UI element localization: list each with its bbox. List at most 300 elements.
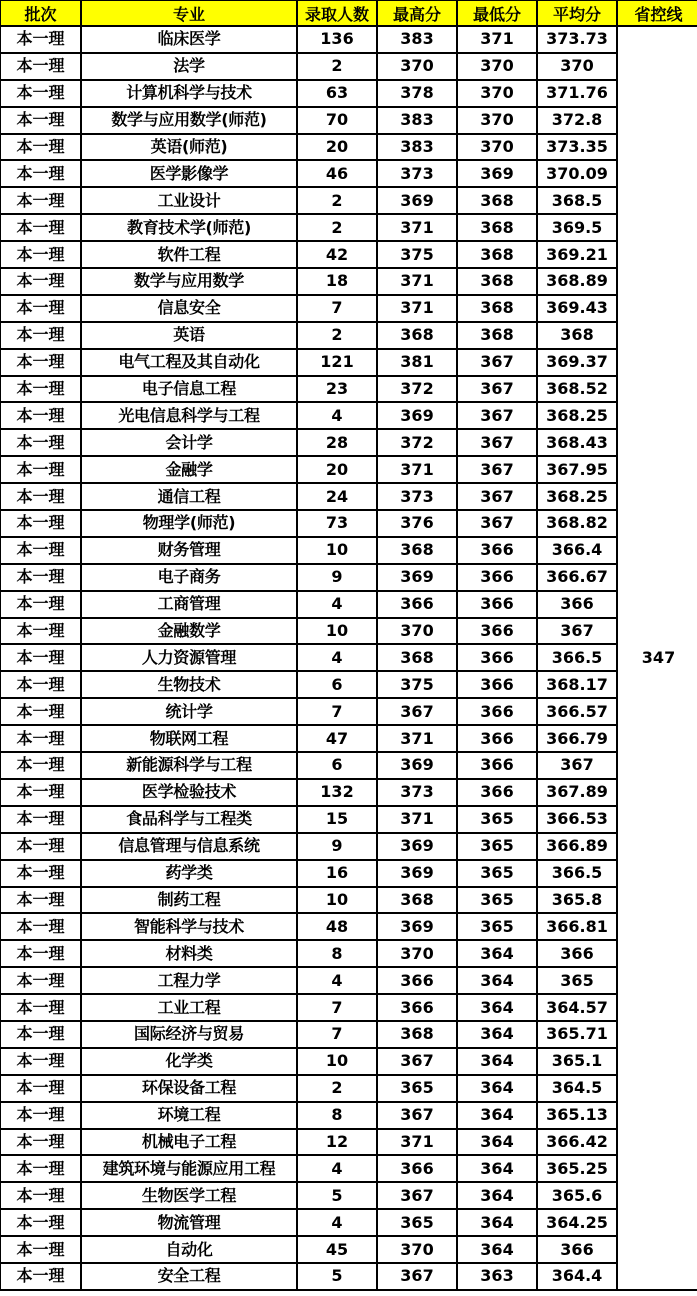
- header-batch: 批次: [0, 0, 81, 26]
- cell-min-score: 364: [457, 967, 537, 994]
- cell-min-score: 371: [457, 26, 537, 53]
- cell-batch: 本一理: [0, 1048, 81, 1075]
- table-row: [0, 160, 697, 187]
- cell-min-score: 364: [457, 1155, 537, 1182]
- cell-major: 电气工程及其自动化: [81, 349, 297, 376]
- cell-major: 光电信息科学与工程: [81, 402, 297, 429]
- table-row: [0, 887, 697, 914]
- cell-min-score: 369: [457, 160, 537, 187]
- cell-batch: 本一理: [0, 268, 81, 295]
- cell-max-score: 381: [377, 349, 457, 376]
- cell-major: 化学类: [81, 1048, 297, 1075]
- cell-batch: 本一理: [0, 26, 81, 53]
- cell-major: 机械电子工程: [81, 1129, 297, 1156]
- cell-avg-score: 368.17: [537, 671, 617, 698]
- cell-count: 7: [297, 698, 377, 725]
- cell-min-score: 364: [457, 1209, 537, 1236]
- cell-max-score: 369: [377, 564, 457, 591]
- cell-batch: 本一理: [0, 510, 81, 537]
- cell-count: 9: [297, 564, 377, 591]
- cell-min-score: 364: [457, 1048, 537, 1075]
- cell-max-score: 371: [377, 806, 457, 833]
- cell-count: 10: [297, 887, 377, 914]
- cell-max-score: 368: [377, 1021, 457, 1048]
- cell-avg-score: 373.35: [537, 134, 617, 161]
- cell-min-score: 367: [457, 402, 537, 429]
- cell-avg-score: 373.73: [537, 26, 617, 53]
- cell-min-score: 364: [457, 994, 537, 1021]
- cell-max-score: 373: [377, 160, 457, 187]
- cell-count: 28: [297, 429, 377, 456]
- cell-major: 计算机科学与技术: [81, 80, 297, 107]
- cell-avg-score: 366: [537, 591, 617, 618]
- cell-major: 药学类: [81, 860, 297, 887]
- cell-min-score: 364: [457, 1236, 537, 1263]
- cell-min-score: 368: [457, 241, 537, 268]
- cell-max-score: 365: [377, 1075, 457, 1102]
- cell-avg-score: 370: [537, 53, 617, 80]
- cell-min-score: 364: [457, 1182, 537, 1209]
- cell-min-score: 366: [457, 591, 537, 618]
- cell-count: 42: [297, 241, 377, 268]
- cell-batch: 本一理: [0, 322, 81, 349]
- cell-count: 24: [297, 483, 377, 510]
- cell-avg-score: 369.5: [537, 214, 617, 241]
- table-row: [0, 1209, 697, 1236]
- table-row: [0, 940, 697, 967]
- cell-batch: 本一理: [0, 80, 81, 107]
- cell-min-score: 367: [457, 349, 537, 376]
- cell-max-score: 367: [377, 1182, 457, 1209]
- header-count: 录取人数: [297, 0, 377, 26]
- cell-major: 工程力学: [81, 967, 297, 994]
- cell-batch: 本一理: [0, 698, 81, 725]
- cell-batch: 本一理: [0, 940, 81, 967]
- cell-max-score: 383: [377, 134, 457, 161]
- cell-major: 物联网工程: [81, 725, 297, 752]
- cell-max-score: 369: [377, 833, 457, 860]
- cell-max-score: 372: [377, 376, 457, 403]
- cell-count: 4: [297, 1155, 377, 1182]
- cell-min-score: 368: [457, 214, 537, 241]
- cell-batch: 本一理: [0, 483, 81, 510]
- cell-avg-score: 368.5: [537, 187, 617, 214]
- cell-max-score: 371: [377, 295, 457, 322]
- cell-max-score: 371: [377, 456, 457, 483]
- cell-count: 10: [297, 537, 377, 564]
- cell-avg-score: 367.95: [537, 456, 617, 483]
- cell-avg-score: 366.89: [537, 833, 617, 860]
- cell-min-score: 370: [457, 53, 537, 80]
- cell-avg-score: 364.25: [537, 1209, 617, 1236]
- cell-batch: 本一理: [0, 913, 81, 940]
- cell-max-score: 368: [377, 644, 457, 671]
- cell-min-score: 367: [457, 510, 537, 537]
- table-row: [0, 994, 697, 1021]
- table-row: [0, 26, 697, 53]
- table-row: [0, 1236, 697, 1263]
- cell-max-score: 375: [377, 241, 457, 268]
- cell-max-score: 368: [377, 887, 457, 914]
- cell-major: 食品科学与工程类: [81, 806, 297, 833]
- table-row: [0, 483, 697, 510]
- cell-min-score: 363: [457, 1263, 537, 1290]
- cell-major: 信息管理与信息系统: [81, 833, 297, 860]
- cell-major: 工业设计: [81, 187, 297, 214]
- cell-major: 工业工程: [81, 994, 297, 1021]
- cell-max-score: 369: [377, 402, 457, 429]
- cell-max-score: 375: [377, 671, 457, 698]
- cell-batch: 本一理: [0, 564, 81, 591]
- table-row: [0, 1075, 697, 1102]
- cell-max-score: 367: [377, 1263, 457, 1290]
- cell-batch: 本一理: [0, 1155, 81, 1182]
- table-row: [0, 214, 697, 241]
- cell-avg-score: 366: [537, 1236, 617, 1263]
- cell-avg-score: 365.8: [537, 887, 617, 914]
- table-row: [0, 537, 697, 564]
- cell-max-score: 367: [377, 1102, 457, 1129]
- cell-count: 20: [297, 456, 377, 483]
- cell-major: 物流管理: [81, 1209, 297, 1236]
- cell-avg-score: 366.81: [537, 913, 617, 940]
- cell-count: 47: [297, 725, 377, 752]
- cell-batch: 本一理: [0, 134, 81, 161]
- cell-count: 4: [297, 1209, 377, 1236]
- cell-count: 7: [297, 295, 377, 322]
- cell-max-score: 378: [377, 80, 457, 107]
- cell-count: 8: [297, 1102, 377, 1129]
- cell-major: 医学检验技术: [81, 779, 297, 806]
- cell-major: 医学影像学: [81, 160, 297, 187]
- table-row: [0, 967, 697, 994]
- cell-control-line: 347: [617, 26, 697, 1290]
- cell-major: 安全工程: [81, 1263, 297, 1290]
- table-row: [0, 322, 697, 349]
- table-row: [0, 1155, 697, 1182]
- cell-batch: 本一理: [0, 1129, 81, 1156]
- cell-major: 统计学: [81, 698, 297, 725]
- cell-max-score: 366: [377, 1155, 457, 1182]
- cell-major: 自动化: [81, 1236, 297, 1263]
- table-row: [0, 349, 697, 376]
- cell-count: 4: [297, 967, 377, 994]
- cell-count: 8: [297, 940, 377, 967]
- cell-max-score: 366: [377, 967, 457, 994]
- cell-min-score: 366: [457, 752, 537, 779]
- table-row: [0, 1048, 697, 1075]
- cell-count: 18: [297, 268, 377, 295]
- cell-count: 4: [297, 591, 377, 618]
- cell-max-score: 368: [377, 322, 457, 349]
- cell-max-score: 371: [377, 268, 457, 295]
- cell-avg-score: 364.4: [537, 1263, 617, 1290]
- cell-min-score: 366: [457, 725, 537, 752]
- cell-avg-score: 364.57: [537, 994, 617, 1021]
- cell-major: 智能科学与技术: [81, 913, 297, 940]
- cell-avg-score: 364.5: [537, 1075, 617, 1102]
- cell-major: 财务管理: [81, 537, 297, 564]
- cell-max-score: 370: [377, 1236, 457, 1263]
- cell-major: 临床医学: [81, 26, 297, 53]
- cell-avg-score: 365.1: [537, 1048, 617, 1075]
- cell-major: 数学与应用数学: [81, 268, 297, 295]
- cell-max-score: 370: [377, 53, 457, 80]
- table-row: [0, 644, 697, 671]
- cell-min-score: 367: [457, 456, 537, 483]
- cell-min-score: 366: [457, 537, 537, 564]
- table-row: [0, 402, 697, 429]
- cell-min-score: 366: [457, 618, 537, 645]
- cell-batch: 本一理: [0, 456, 81, 483]
- cell-count: 70: [297, 107, 377, 134]
- cell-min-score: 366: [457, 644, 537, 671]
- header-row: [0, 0, 697, 26]
- cell-avg-score: 365.71: [537, 1021, 617, 1048]
- cell-batch: 本一理: [0, 887, 81, 914]
- cell-min-score: 364: [457, 1021, 537, 1048]
- cell-count: 63: [297, 80, 377, 107]
- header-min-score: 最低分: [457, 0, 537, 26]
- cell-min-score: 370: [457, 134, 537, 161]
- table-row: [0, 860, 697, 887]
- table-row: [0, 564, 697, 591]
- cell-avg-score: 366.79: [537, 725, 617, 752]
- cell-batch: 本一理: [0, 994, 81, 1021]
- cell-avg-score: 368.25: [537, 402, 617, 429]
- header-major: 专业: [81, 0, 297, 26]
- table-row: [0, 591, 697, 618]
- cell-batch: 本一理: [0, 241, 81, 268]
- cell-batch: 本一理: [0, 107, 81, 134]
- cell-count: 7: [297, 994, 377, 1021]
- cell-avg-score: 366.5: [537, 644, 617, 671]
- cell-batch: 本一理: [0, 644, 81, 671]
- cell-max-score: 369: [377, 187, 457, 214]
- header-max-score: 最高分: [377, 0, 457, 26]
- cell-min-score: 367: [457, 429, 537, 456]
- cell-avg-score: 368.82: [537, 510, 617, 537]
- header-control-line: 省控线: [617, 0, 697, 26]
- cell-batch: 本一理: [0, 967, 81, 994]
- cell-count: 2: [297, 214, 377, 241]
- cell-max-score: 367: [377, 1048, 457, 1075]
- cell-count: 2: [297, 322, 377, 349]
- cell-count: 2: [297, 53, 377, 80]
- cell-max-score: 373: [377, 779, 457, 806]
- cell-batch: 本一理: [0, 1209, 81, 1236]
- cell-max-score: 366: [377, 994, 457, 1021]
- table-row: [0, 80, 697, 107]
- cell-major: 物理学(师范): [81, 510, 297, 537]
- cell-avg-score: 365.6: [537, 1182, 617, 1209]
- cell-major: 材料类: [81, 940, 297, 967]
- cell-max-score: 365: [377, 1209, 457, 1236]
- cell-min-score: 365: [457, 806, 537, 833]
- table-row: [0, 752, 697, 779]
- cell-count: 10: [297, 1048, 377, 1075]
- cell-count: 15: [297, 806, 377, 833]
- table-row: [0, 295, 697, 322]
- cell-count: 9: [297, 833, 377, 860]
- cell-max-score: 369: [377, 860, 457, 887]
- cell-count: 16: [297, 860, 377, 887]
- cell-batch: 本一理: [0, 618, 81, 645]
- cell-max-score: 370: [377, 618, 457, 645]
- cell-min-score: 368: [457, 295, 537, 322]
- cell-major: 电子信息工程: [81, 376, 297, 403]
- cell-batch: 本一理: [0, 160, 81, 187]
- table-row: [0, 1102, 697, 1129]
- cell-count: 136: [297, 26, 377, 53]
- cell-avg-score: 368.52: [537, 376, 617, 403]
- cell-major: 电子商务: [81, 564, 297, 591]
- cell-count: 48: [297, 913, 377, 940]
- cell-avg-score: 371.76: [537, 80, 617, 107]
- table-row: [0, 134, 697, 161]
- cell-batch: 本一理: [0, 833, 81, 860]
- cell-count: 5: [297, 1182, 377, 1209]
- cell-major: 建筑环境与能源应用工程: [81, 1155, 297, 1182]
- table-row: [0, 53, 697, 80]
- cell-count: 4: [297, 402, 377, 429]
- table-row: [0, 1182, 697, 1209]
- cell-min-score: 365: [457, 833, 537, 860]
- cell-major: 数学与应用数学(师范): [81, 107, 297, 134]
- cell-min-score: 367: [457, 376, 537, 403]
- cell-min-score: 365: [457, 913, 537, 940]
- cell-min-score: 364: [457, 940, 537, 967]
- cell-min-score: 365: [457, 887, 537, 914]
- cell-batch: 本一理: [0, 376, 81, 403]
- cell-avg-score: 372.8: [537, 107, 617, 134]
- cell-count: 73: [297, 510, 377, 537]
- table-row: [0, 618, 697, 645]
- cell-count: 23: [297, 376, 377, 403]
- cell-major: 新能源科学与工程: [81, 752, 297, 779]
- cell-count: 12: [297, 1129, 377, 1156]
- cell-batch: 本一理: [0, 860, 81, 887]
- cell-avg-score: 366.4: [537, 537, 617, 564]
- cell-max-score: 371: [377, 214, 457, 241]
- cell-avg-score: 367.89: [537, 779, 617, 806]
- cell-min-score: 364: [457, 1102, 537, 1129]
- cell-major: 环保设备工程: [81, 1075, 297, 1102]
- cell-major: 教育技术学(师范): [81, 214, 297, 241]
- cell-batch: 本一理: [0, 53, 81, 80]
- cell-avg-score: 369.37: [537, 349, 617, 376]
- cell-max-score: 371: [377, 1129, 457, 1156]
- cell-avg-score: 369.21: [537, 241, 617, 268]
- table-row: [0, 376, 697, 403]
- cell-max-score: 368: [377, 537, 457, 564]
- cell-batch: 本一理: [0, 429, 81, 456]
- cell-avg-score: 365.13: [537, 1102, 617, 1129]
- cell-batch: 本一理: [0, 1182, 81, 1209]
- cell-min-score: 364: [457, 1075, 537, 1102]
- cell-min-score: 365: [457, 860, 537, 887]
- table-body: [0, 26, 697, 1290]
- cell-count: 2: [297, 187, 377, 214]
- cell-batch: 本一理: [0, 537, 81, 564]
- cell-avg-score: 365.25: [537, 1155, 617, 1182]
- table-row: [0, 833, 697, 860]
- table-row: [0, 187, 697, 214]
- cell-avg-score: 365: [537, 967, 617, 994]
- cell-batch: 本一理: [0, 349, 81, 376]
- cell-avg-score: 367: [537, 752, 617, 779]
- cell-major: 金融学: [81, 456, 297, 483]
- cell-max-score: 367: [377, 698, 457, 725]
- cell-major: 法学: [81, 53, 297, 80]
- table-row: [0, 779, 697, 806]
- table-row: [0, 913, 697, 940]
- cell-avg-score: 366.53: [537, 806, 617, 833]
- cell-major: 环境工程: [81, 1102, 297, 1129]
- table-row: [0, 671, 697, 698]
- cell-count: 6: [297, 752, 377, 779]
- table-row: [0, 806, 697, 833]
- cell-count: 20: [297, 134, 377, 161]
- cell-major: 英语: [81, 322, 297, 349]
- cell-min-score: 367: [457, 483, 537, 510]
- cell-major: 会计学: [81, 429, 297, 456]
- table-row: [0, 725, 697, 752]
- table-row: [0, 241, 697, 268]
- cell-major: 制药工程: [81, 887, 297, 914]
- cell-major: 软件工程: [81, 241, 297, 268]
- cell-avg-score: 366.57: [537, 698, 617, 725]
- cell-major: 国际经济与贸易: [81, 1021, 297, 1048]
- cell-min-score: 366: [457, 671, 537, 698]
- cell-max-score: 383: [377, 107, 457, 134]
- cell-batch: 本一理: [0, 1263, 81, 1290]
- cell-major: 生物技术: [81, 671, 297, 698]
- cell-max-score: 370: [377, 940, 457, 967]
- cell-min-score: 370: [457, 80, 537, 107]
- cell-avg-score: 367: [537, 618, 617, 645]
- cell-count: 6: [297, 671, 377, 698]
- cell-max-score: 366: [377, 591, 457, 618]
- cell-batch: 本一理: [0, 779, 81, 806]
- table-row: [0, 1263, 697, 1290]
- cell-avg-score: 366: [537, 940, 617, 967]
- table-row: [0, 456, 697, 483]
- cell-major: 通信工程: [81, 483, 297, 510]
- cell-avg-score: 366.42: [537, 1129, 617, 1156]
- cell-min-score: 368: [457, 268, 537, 295]
- cell-major: 生物医学工程: [81, 1182, 297, 1209]
- cell-batch: 本一理: [0, 806, 81, 833]
- cell-max-score: 371: [377, 725, 457, 752]
- cell-min-score: 368: [457, 322, 537, 349]
- cell-count: 10: [297, 618, 377, 645]
- cell-min-score: 370: [457, 107, 537, 134]
- cell-count: 2: [297, 1075, 377, 1102]
- table-row: [0, 698, 697, 725]
- cell-count: 4: [297, 644, 377, 671]
- cell-avg-score: 366.5: [537, 860, 617, 887]
- cell-avg-score: 366.67: [537, 564, 617, 591]
- cell-min-score: 366: [457, 779, 537, 806]
- cell-avg-score: 370.09: [537, 160, 617, 187]
- cell-max-score: 376: [377, 510, 457, 537]
- cell-max-score: 369: [377, 752, 457, 779]
- table-row: [0, 268, 697, 295]
- cell-min-score: 366: [457, 564, 537, 591]
- table-row: [0, 1021, 697, 1048]
- cell-batch: 本一理: [0, 214, 81, 241]
